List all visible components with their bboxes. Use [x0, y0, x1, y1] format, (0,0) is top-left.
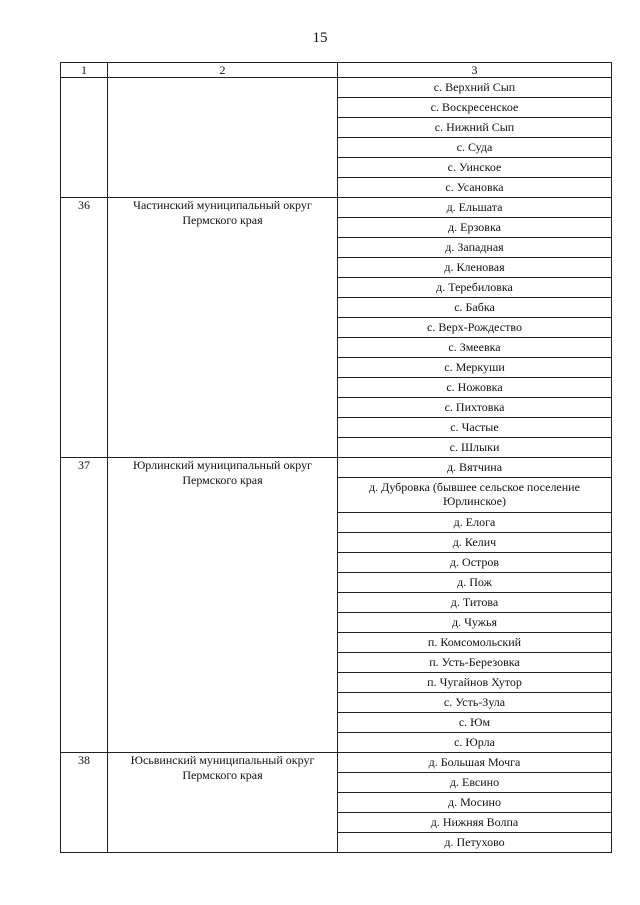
settlement-cell: с. Юрла — [338, 733, 612, 753]
settlement-cell: п. Комсомольский — [338, 633, 612, 653]
settlement-cell: д. Кленовая — [338, 258, 612, 278]
table-body — [61, 78, 612, 853]
settlement-cell: с. Усть-Зула — [338, 693, 612, 713]
settlement-cell: п. Чугайнов Хутор — [338, 673, 612, 693]
settlement-cell: с. Юм — [338, 713, 612, 733]
district-name: Частинский муниципальный округ Пермского края — [108, 198, 338, 458]
settlement-cell: д. Остров — [338, 553, 612, 573]
settlements-table — [60, 62, 612, 853]
settlement-cell: д. Ельшата — [338, 198, 612, 218]
settlement-cell: с. Пихтовка — [338, 398, 612, 418]
settlement-cell: с. Ножовка — [338, 378, 612, 398]
district-name: Юсьвинский муниципальный округ Пермского края — [108, 753, 338, 853]
settlement-cell: с. Усановка — [338, 178, 612, 198]
settlement-cell: с. Змеевка — [338, 338, 612, 358]
table-row — [61, 78, 612, 98]
settlement-cell: п. Усть-Березовка — [338, 653, 612, 673]
settlement-cell: д. Пож — [338, 573, 612, 593]
table-header-row — [61, 63, 612, 78]
settlement-cell: д. Теребиловка — [338, 278, 612, 298]
settlement-cell: с. Воскресенское — [338, 98, 612, 118]
settlement-cell: с. Уинское — [338, 158, 612, 178]
settlement-cell: с. Бабка — [338, 298, 612, 318]
table-row — [61, 753, 612, 773]
settlement-cell: с. Суда — [338, 138, 612, 158]
column-header-3: 3 — [338, 63, 612, 78]
settlement-cell: д. Нижняя Волпа — [338, 813, 612, 833]
settlement-cell: д. Вятчина — [338, 458, 612, 478]
settlement-cell: д. Титова — [338, 593, 612, 613]
table-row — [61, 458, 612, 478]
settlement-cell: д. Западная — [338, 238, 612, 258]
settlement-cell: д. Дубровка (бывшее сельское поселение Юрлинское) — [338, 478, 612, 513]
settlement-cell: д. Келич — [338, 533, 612, 553]
column-header-2: 2 — [108, 63, 338, 78]
settlement-cell: с. Шлыки — [338, 438, 612, 458]
settlement-cell: д. Елога — [338, 513, 612, 533]
settlement-cell: д. Большая Мочга — [338, 753, 612, 773]
settlement-cell: с. Верхний Сып — [338, 78, 612, 98]
settlement-cell: д. Петухово — [338, 833, 612, 853]
row-number: 36 — [61, 198, 108, 458]
row-number: 38 — [61, 753, 108, 853]
row-number — [61, 78, 108, 198]
settlement-cell: д. Евсино — [338, 773, 612, 793]
settlement-cell: д. Ерзовка — [338, 218, 612, 238]
settlement-cell: с. Верх-Рождество — [338, 318, 612, 338]
page-number: 15 — [312, 30, 328, 46]
table-row — [61, 198, 612, 218]
column-header-1: 1 — [61, 63, 108, 78]
settlement-cell: д. Чужья — [338, 613, 612, 633]
row-number: 37 — [61, 458, 108, 753]
settlement-cell: с. Нижний Сып — [338, 118, 612, 138]
settlement-cell: д. Мосино — [338, 793, 612, 813]
settlement-cell: с. Частые — [338, 418, 612, 438]
settlement-cell: с. Меркуши — [338, 358, 612, 378]
district-name: Юрлинский муниципальный округ Пермского края — [108, 458, 338, 753]
district-name — [108, 78, 338, 198]
